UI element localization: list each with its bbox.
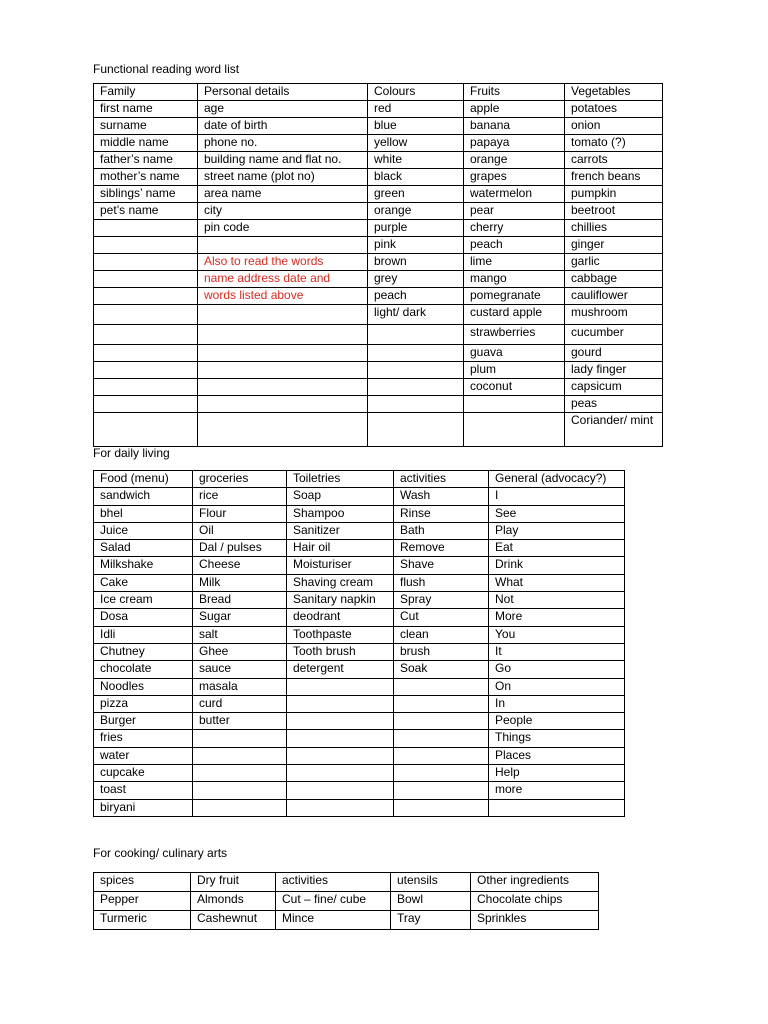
table-cell: Moisturiser — [287, 557, 394, 574]
table-cell: Sprinkles — [471, 911, 599, 930]
table-cell — [94, 254, 198, 271]
table-cell — [94, 271, 198, 288]
table-cell: pomegranate — [464, 288, 565, 305]
table-row — [94, 345, 663, 362]
table-cell: lime — [464, 254, 565, 271]
table-cell: Cake — [94, 574, 193, 591]
table-cell: guava — [464, 345, 565, 362]
table-cell: strawberries — [464, 325, 565, 345]
table-cell: Remove — [394, 540, 489, 557]
table-row — [94, 799, 625, 816]
table-cell: fries — [94, 730, 193, 747]
table-cell: Burger — [94, 713, 193, 730]
table-row — [94, 522, 625, 539]
table-cell: area name — [198, 186, 368, 203]
table-row — [94, 730, 625, 747]
table-cell: Also to read the words — [198, 254, 368, 271]
section-heading-reading-word-list: Functional reading word list — [93, 62, 240, 76]
table-header-row — [94, 471, 625, 488]
table-cell: peach — [464, 237, 565, 254]
table-row — [94, 118, 663, 135]
table-cell: Turmeric — [94, 911, 191, 930]
table-cell: brown — [368, 254, 464, 271]
table-row — [94, 203, 663, 220]
table-cell: Tray — [391, 911, 471, 930]
table-cell: I — [489, 488, 625, 505]
table-cell — [193, 730, 287, 747]
table-row — [94, 488, 625, 505]
table-cell: ginger — [565, 237, 663, 254]
table-cell: Tooth brush — [287, 643, 394, 660]
table-cell: Noodles — [94, 678, 193, 695]
table-row — [94, 254, 663, 271]
table-cell — [394, 713, 489, 730]
table-cell: bhel — [94, 505, 193, 522]
table-cell — [193, 765, 287, 782]
table-row — [94, 220, 663, 237]
table-cell — [287, 782, 394, 799]
table-cell — [94, 325, 198, 345]
table-row — [94, 643, 625, 660]
table-cell: mango — [464, 271, 565, 288]
column-header: utensils — [391, 873, 471, 892]
table-cell: salt — [193, 626, 287, 643]
table-cell — [489, 799, 625, 816]
table-cell: grey — [368, 271, 464, 288]
table-cell: Cut – fine/ cube — [276, 892, 391, 911]
column-header: Colours — [368, 84, 464, 101]
table-row — [94, 626, 625, 643]
table-cell: Sanitizer — [287, 522, 394, 539]
table-cell: Mince — [276, 911, 391, 930]
table-cell: light/ dark — [368, 305, 464, 325]
table-cell — [464, 413, 565, 447]
table-cell — [368, 362, 464, 379]
table-row — [94, 911, 599, 930]
table-row — [94, 695, 625, 712]
table-cell: onion — [565, 118, 663, 135]
table-row — [94, 505, 625, 522]
table-cell: Oil — [193, 522, 287, 539]
column-header: activities — [394, 471, 489, 488]
table-header-row — [94, 873, 599, 892]
table-cell — [94, 305, 198, 325]
table-cell: coconut — [464, 379, 565, 396]
table-row — [94, 186, 663, 203]
table-cell: capsicum — [565, 379, 663, 396]
table-cell: In — [489, 695, 625, 712]
table-cell: Toothpaste — [287, 626, 394, 643]
table-cell — [198, 237, 368, 254]
table-cell: Coriander/ mint — [565, 413, 663, 447]
table-cell: Things — [489, 730, 625, 747]
table-cell: flush — [394, 574, 489, 591]
table-cell: Play — [489, 522, 625, 539]
table-cell: name address date and — [198, 271, 368, 288]
table-cell: purple — [368, 220, 464, 237]
table-cell: pear — [464, 203, 565, 220]
table-cell: biryani — [94, 799, 193, 816]
table-cell — [394, 782, 489, 799]
table-cell — [198, 345, 368, 362]
table-row — [94, 713, 625, 730]
table-row — [94, 396, 663, 413]
table-cell — [287, 747, 394, 764]
table-row — [94, 237, 663, 254]
table-row — [94, 413, 663, 447]
column-header: Toiletries — [287, 471, 394, 488]
table-row — [94, 135, 663, 152]
table-cell: Places — [489, 747, 625, 764]
table-cell: red — [368, 101, 464, 118]
table-cell: You — [489, 626, 625, 643]
table-row — [94, 540, 625, 557]
table-cell: more — [489, 782, 625, 799]
table-cell: Ice cream — [94, 592, 193, 609]
culinary-arts-table — [93, 872, 599, 930]
table-cell: potatoes — [565, 101, 663, 118]
table-cell — [287, 695, 394, 712]
table-cell — [198, 396, 368, 413]
table-row — [94, 574, 625, 591]
table-cell — [94, 396, 198, 413]
table-row — [94, 609, 625, 626]
table-row — [94, 765, 625, 782]
table-cell: Drink — [489, 557, 625, 574]
table-cell — [394, 799, 489, 816]
table-header-row — [94, 84, 663, 101]
table-cell: Ghee — [193, 643, 287, 660]
table-cell: Milkshake — [94, 557, 193, 574]
table-cell: Rinse — [394, 505, 489, 522]
table-cell: Dosa — [94, 609, 193, 626]
table-cell: brush — [394, 643, 489, 660]
table-cell — [193, 799, 287, 816]
table-cell: cauliflower — [565, 288, 663, 305]
table-cell — [198, 362, 368, 379]
table-cell: banana — [464, 118, 565, 135]
table-cell: tomato (?) — [565, 135, 663, 152]
table-cell: Idli — [94, 626, 193, 643]
column-header: Food (menu) — [94, 471, 193, 488]
table-cell — [94, 345, 198, 362]
table-cell — [368, 413, 464, 447]
table-cell: Pepper — [94, 892, 191, 911]
table-cell — [394, 678, 489, 695]
column-header: spices — [94, 873, 191, 892]
section-heading-culinary-arts: For cooking/ culinary arts — [93, 846, 228, 860]
table-cell: rice — [193, 488, 287, 505]
table-row — [94, 379, 663, 396]
table-cell: Soap — [287, 488, 394, 505]
table-cell — [94, 362, 198, 379]
table-cell: Soak — [394, 661, 489, 678]
table-cell — [394, 765, 489, 782]
table-cell — [198, 413, 368, 447]
table-cell: pizza — [94, 695, 193, 712]
table-cell: building name and flat no. — [198, 152, 368, 169]
table-cell: plum — [464, 362, 565, 379]
table-cell: It — [489, 643, 625, 660]
table-cell: street name (plot no) — [198, 169, 368, 186]
table-cell: Chocolate chips — [471, 892, 599, 911]
table-cell — [368, 379, 464, 396]
table-cell — [94, 288, 198, 305]
table-cell: Juice — [94, 522, 193, 539]
column-header: General (advocacy?) — [489, 471, 625, 488]
table-cell: cabbage — [565, 271, 663, 288]
table-cell — [94, 413, 198, 447]
table-cell — [464, 396, 565, 413]
table-cell: cupcake — [94, 765, 193, 782]
table-cell: Almonds — [191, 892, 276, 911]
table-cell: pumpkin — [565, 186, 663, 203]
table-cell: words listed above — [198, 288, 368, 305]
table-row — [94, 747, 625, 764]
column-header: Dry fruit — [191, 873, 276, 892]
table-cell: peas — [565, 396, 663, 413]
table-cell — [394, 695, 489, 712]
table-cell — [193, 747, 287, 764]
column-header: activities — [276, 873, 391, 892]
table-row — [94, 892, 599, 911]
table-cell: blue — [368, 118, 464, 135]
table-cell: Go — [489, 661, 625, 678]
table-cell: People — [489, 713, 625, 730]
table-row — [94, 169, 663, 186]
table-cell: lady finger — [565, 362, 663, 379]
table-cell: See — [489, 505, 625, 522]
table-cell: sandwich — [94, 488, 193, 505]
table-cell: clean — [394, 626, 489, 643]
table-cell: green — [368, 186, 464, 203]
table-cell: Flour — [193, 505, 287, 522]
table-cell: papaya — [464, 135, 565, 152]
table-cell: chocolate — [94, 661, 193, 678]
table-row — [94, 661, 625, 678]
table-cell — [394, 747, 489, 764]
table-cell: masala — [193, 678, 287, 695]
table-cell: watermelon — [464, 186, 565, 203]
table-row — [94, 678, 625, 695]
column-header: Family — [94, 84, 198, 101]
table-row — [94, 101, 663, 118]
table-cell — [198, 305, 368, 325]
table-cell: pink — [368, 237, 464, 254]
table-cell: More — [489, 609, 625, 626]
table-row — [94, 325, 663, 345]
column-header: Vegetables — [565, 84, 663, 101]
table-cell: white — [368, 152, 464, 169]
table-cell: mother’s name — [94, 169, 198, 186]
table-cell: father’s name — [94, 152, 198, 169]
table-cell: cucumber — [565, 325, 663, 345]
table-cell: curd — [193, 695, 287, 712]
table-cell: yellow — [368, 135, 464, 152]
table-cell: Sugar — [193, 609, 287, 626]
table-cell — [94, 220, 198, 237]
table-cell — [287, 730, 394, 747]
table-cell: gourd — [565, 345, 663, 362]
reading-word-list-table — [93, 83, 663, 447]
table-cell: What — [489, 574, 625, 591]
table-cell — [394, 730, 489, 747]
table-cell: butter — [193, 713, 287, 730]
table-cell: french beans — [565, 169, 663, 186]
table-cell: first name — [94, 101, 198, 118]
table-cell: On — [489, 678, 625, 695]
daily-living-table — [93, 470, 625, 817]
table-cell: black — [368, 169, 464, 186]
table-cell: pet’s name — [94, 203, 198, 220]
column-header: Fruits — [464, 84, 565, 101]
table-row — [94, 305, 663, 325]
table-cell: detergent — [287, 661, 394, 678]
table-cell: Spray — [394, 592, 489, 609]
column-header: Other ingredients — [471, 873, 599, 892]
table-cell: garlic — [565, 254, 663, 271]
table-cell: Sanitary napkin — [287, 592, 394, 609]
table-cell: Shaving cream — [287, 574, 394, 591]
table-cell — [368, 325, 464, 345]
table-cell — [287, 799, 394, 816]
table-cell: middle name — [94, 135, 198, 152]
table-cell: water — [94, 747, 193, 764]
table-cell: siblings’ name — [94, 186, 198, 203]
table-cell: Salad — [94, 540, 193, 557]
table-cell: cherry — [464, 220, 565, 237]
table-cell: phone no. — [198, 135, 368, 152]
table-cell: Wash — [394, 488, 489, 505]
table-cell: Bread — [193, 592, 287, 609]
table-cell: Dal / pulses — [193, 540, 287, 557]
table-cell: Eat — [489, 540, 625, 557]
table-cell: Cheese — [193, 557, 287, 574]
table-cell — [287, 713, 394, 730]
table-cell — [287, 765, 394, 782]
table-row — [94, 362, 663, 379]
table-cell: carrots — [565, 152, 663, 169]
table-row — [94, 782, 625, 799]
table-cell: Help — [489, 765, 625, 782]
table-row — [94, 592, 625, 609]
table-cell: Bowl — [391, 892, 471, 911]
table-cell: Shampoo — [287, 505, 394, 522]
table-cell — [287, 678, 394, 695]
table-cell — [198, 379, 368, 396]
table-cell: custard apple — [464, 305, 565, 325]
table-cell: Cut — [394, 609, 489, 626]
column-header: Personal details — [198, 84, 368, 101]
table-cell — [368, 396, 464, 413]
table-cell: city — [198, 203, 368, 220]
table-row — [94, 152, 663, 169]
table-cell: Hair oil — [287, 540, 394, 557]
table-cell: peach — [368, 288, 464, 305]
table-cell — [368, 345, 464, 362]
table-cell: age — [198, 101, 368, 118]
table-cell: beetroot — [565, 203, 663, 220]
table-cell: orange — [464, 152, 565, 169]
table-cell: Bath — [394, 522, 489, 539]
column-header: groceries — [193, 471, 287, 488]
table-cell: sauce — [193, 661, 287, 678]
table-cell — [94, 237, 198, 254]
table-cell: mushroom — [565, 305, 663, 325]
table-cell: deodrant — [287, 609, 394, 626]
table-cell: apple — [464, 101, 565, 118]
table-cell: Milk — [193, 574, 287, 591]
table-cell — [198, 325, 368, 345]
table-cell — [94, 379, 198, 396]
table-cell: Not — [489, 592, 625, 609]
table-cell: surname — [94, 118, 198, 135]
table-cell: grapes — [464, 169, 565, 186]
table-cell — [193, 782, 287, 799]
table-cell: date of birth — [198, 118, 368, 135]
table-cell: orange — [368, 203, 464, 220]
section-heading-daily-living: For daily living — [93, 446, 170, 460]
table-cell: Cashewnut — [191, 911, 276, 930]
table-row — [94, 271, 663, 288]
table-row — [94, 557, 625, 574]
table-cell: chillies — [565, 220, 663, 237]
table-row — [94, 288, 663, 305]
table-cell: toast — [94, 782, 193, 799]
table-cell: pin code — [198, 220, 368, 237]
table-cell: Chutney — [94, 643, 193, 660]
table-cell: Shave — [394, 557, 489, 574]
